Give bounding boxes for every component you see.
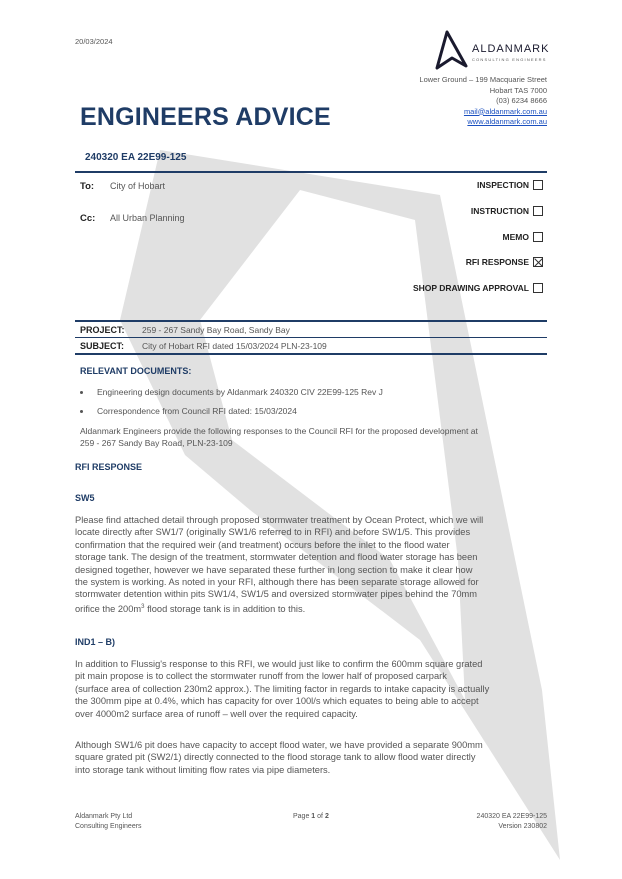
checkbox-shop-drawing-approval[interactable] [413,283,543,293]
text-line: into storage tank without limiting flow rates via pipe diameters. [75,764,331,775]
phone: (03) 6234 8666 [496,96,547,105]
reference-number: 240320 EA 22E99-125 [85,152,187,163]
text-line: In addition to Flussig's response to this RFI, we would just like to confirm the 600mm square grated [75,659,483,669]
subject-value: City of Hobart RFI dated 15/03/2024 PLN-23-109 [142,340,327,351]
address-line2: Hobart TAS 7000 [489,85,547,95]
text-line: the system is working. As noted in your RFI, although there has been separate storage allowed for [75,577,479,588]
list-item [80,387,383,397]
footer-tagline: Consulting Engineers [75,823,142,830]
superscript: 3 [141,603,145,610]
company-tagline: CONSULTING ENGINEERS [472,57,547,62]
ind1-heading: IND1 – B) [75,637,116,647]
list-item-text: Engineering design documents by Aldanmark 240320 CIV 22E99-125 Rev J [97,387,383,397]
intro-line: 259 - 267 Sandy Bay Road, PLN-23-109 [80,437,233,448]
intro-line: Aldanmark Engineers provide the following responses to the Council RFI for the proposed development at [80,426,478,436]
checkbox-label: RFI RESPONSE [465,257,529,267]
checkbox-rfi-response[interactable] [466,257,543,267]
list-item-text: Correspondence from Council RFI dated: 15/03/2024 [97,406,297,416]
subject-label: SUBJECT: [80,340,125,351]
document-date: 20/03/2024 [75,37,113,46]
logo-mark-icon [434,30,468,70]
page-number [293,812,329,822]
text-line: Although SW1/6 pit does have capacity to accept flood water, we have provided a separate 900mm [75,740,483,750]
checkbox-label: MEMO [502,232,529,242]
text-line: storage tank. The design of the treatment, stormwater detention and flood water storage has been [75,552,478,563]
sw5-heading: SW5 [75,493,95,503]
text-span: flood storage tank is in addition to this. [144,603,306,614]
website-link[interactable]: www.aldanmark.com.au [467,117,547,126]
text-line: (surface area of collection 230m2 approx.). The limiting factor in regards to intake capacity is actually [75,683,490,694]
text-line: confirmation that the required weir (and treatment) occurs before the inlet to the flood water [75,539,450,550]
checkbox-inspection[interactable] [477,180,543,190]
footer-right [477,812,547,832]
text-line: square grated pit (SW2/1) directly connected to the flood storage tank to allow flood water directly [75,752,476,763]
checkbox-box-checked[interactable] [533,257,543,267]
text-line: stormwater detention within pits SW1/4, SW1/5 and oversized stormwater pipes behind the 70mm [75,589,478,600]
to-label: To: [80,181,95,192]
checkbox-label: SHOP DRAWING APPROVAL [412,283,529,293]
company-address [419,75,547,128]
page-of: of [315,813,325,820]
email-link[interactable]: mail@aldanmark.com.au [463,106,547,116]
project-label: PROJECT: [80,324,125,335]
text-line: locate directly after SW1/7 (originally SW1/6 referred to in RFI) and before SW1/5. This provides [75,527,471,538]
checkbox-box[interactable] [533,180,543,190]
subject-row [75,338,547,353]
ind1-paragraph-1 [75,658,555,720]
checkbox-memo[interactable] [503,232,543,242]
checkbox-label: INSPECTION [477,180,529,190]
page-total: 2 [324,813,329,820]
text-span: orifice the 200m [75,603,142,614]
cc-value: All Urban Planning [110,213,185,223]
to-value: City of Hobart [110,181,166,191]
footer-company: Aldanmark Pty Ltd [75,813,133,820]
text-line [75,601,555,616]
footer-left [75,812,142,832]
page-prefix: Page [293,813,312,820]
divider [75,353,547,355]
address-line1: Lower Ground – 199 Macquarie Street [419,75,547,84]
text-line: the 300mm pipe at 0.4%, which has capacity for over 100l/s which equates to being able to accept [75,696,479,707]
list-item [80,406,297,416]
checkbox-box[interactable] [533,283,543,293]
footer-reference: 240320 EA 22E99-125 [476,813,547,820]
text-line: Please find attached detail through proposed stormwater treatment by Ocean Protect, which we will [75,515,484,525]
rfi-response-heading: RFI RESPONSE [75,462,143,472]
checkbox-label: INSTRUCTION [470,206,529,216]
bullet-icon [80,391,83,394]
checkbox-box[interactable] [533,206,543,216]
company-name: ALDANMARK [472,43,550,55]
relevant-documents-heading: RELEVANT DOCUMENTS: [80,366,192,376]
text-line: over 4000m2 surface area of runoff – well over the required capacity. [75,708,358,719]
checkbox-box[interactable] [533,232,543,242]
project-row [75,322,547,337]
text-line: pit main propose is to collect the stormwater runoff from the lower half of proposed carpark [75,671,447,682]
project-value: 259 - 267 Sandy Bay Road, Sandy Bay [142,324,290,335]
bullet-icon [80,410,83,413]
footer-version: Version 230802 [498,823,547,830]
text-line: designed together, however we have separated these further in long section to make it clear how [75,564,473,575]
cc-label: Cc: [80,213,96,224]
checkbox-instruction[interactable] [471,206,543,216]
divider [75,171,547,173]
page-current: 1 [311,813,316,820]
ind1-paragraph-2 [75,739,555,776]
sw5-paragraph [75,514,555,615]
company-logo [434,30,554,72]
intro-paragraph [80,426,478,449]
page-title: ENGINEERS ADVICE [80,103,331,131]
